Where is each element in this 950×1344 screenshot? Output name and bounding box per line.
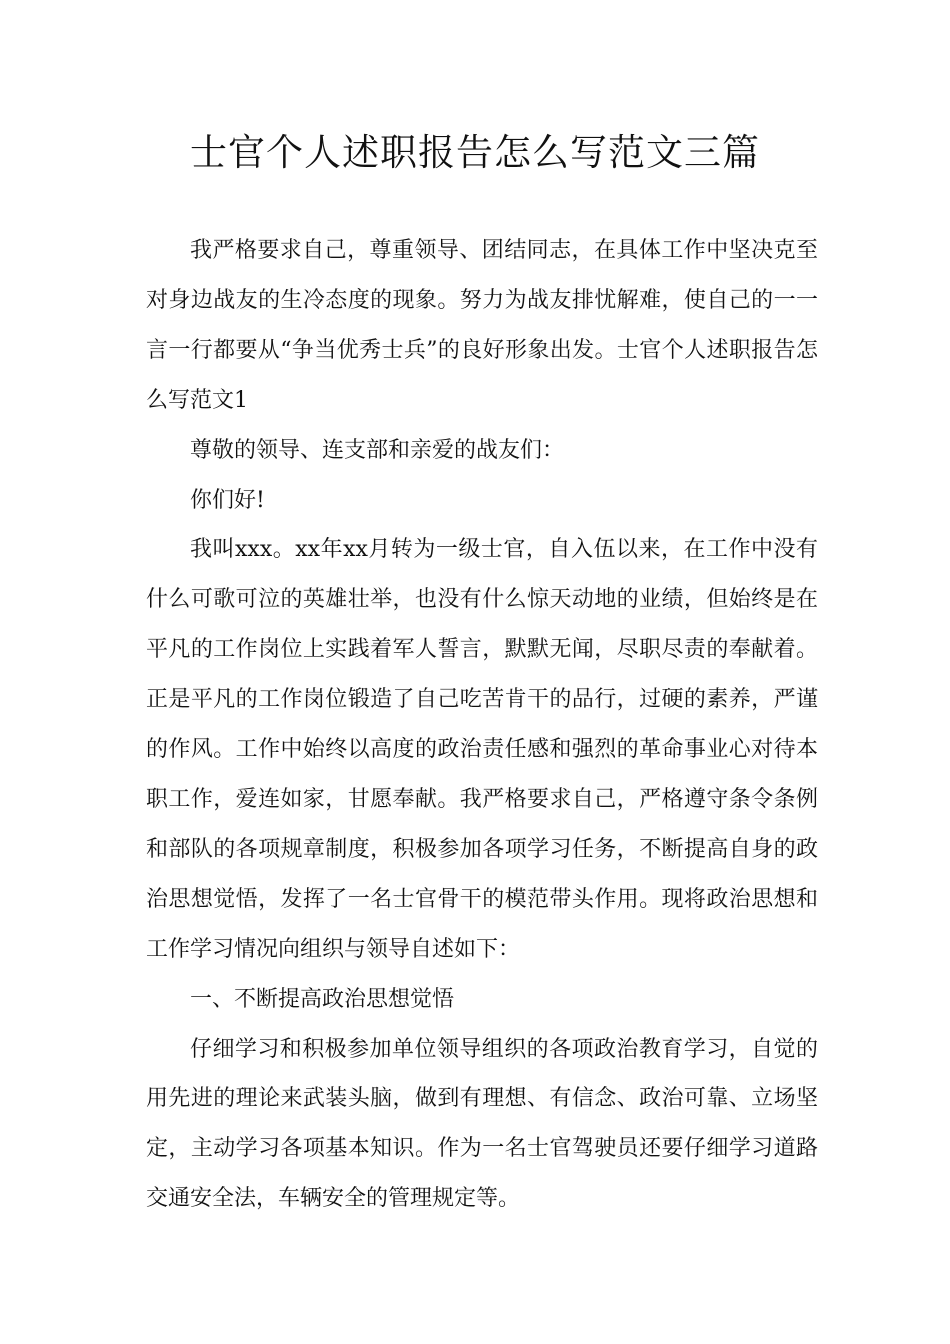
paragraph-salutation: 尊敬的领导、连支部和亲爱的战友们： [190, 437, 565, 463]
document-body [146, 226, 818, 1224]
paragraph-greeting: 你们好! [190, 487, 265, 513]
paragraph-section-body: 仔细学习和积极参加单位领导组织的各项政治教育学习，自觉的用先进的理论来武装头脑，做到有理想、有信念、政治可靠、立场坚定，主动学习各项基本知识。作为一名士官驾驶员还要仔细学习道路交通安全法，车辆安全的管理规定等。 [146, 1036, 818, 1212]
paragraph-self-introduction: 我叫xxx。xx年xx月转为一级士官，自入伍以来，在工作中没有什么可歌可泣的英雄壮举，也没有什么惊天动地的业绩，但始终是在平凡的工作岗位上实践着军人誓言，默默无闻，尽职尽责的奉献着。正是平凡的工作岗位锻造了自己吃苦肯干的品行，过硬的素养，严谨的作风。工作中始终以高度的政治责任感和强烈的革命事业心对待本职工作，爱连如家，甘愿奉献。我严格要求自己，严格遵守条令条例和部队的各项规章制度，积极参加各项学习任务，不断提高自身的政治思想觉悟，发挥了一名士官骨干的模范带头作用。现将政治思想和工作学习情况向组织与领导自述如下： [146, 537, 818, 962]
document-title: 士官个人述职报告怎么写范文三篇 [190, 131, 760, 174]
paragraph-intro: 我严格要求自己，尊重领导、团结同志，在具体工作中坚决克至对身边战友的生冷态度的现象。努力为战友排忧解难，使自己的一一言一行都要从“争当优秀士兵”的良好形象出发。士官个人述职报告怎么写范文1 [146, 238, 818, 413]
section-heading: 一、不断提高政治思想觉悟 [190, 986, 455, 1012]
